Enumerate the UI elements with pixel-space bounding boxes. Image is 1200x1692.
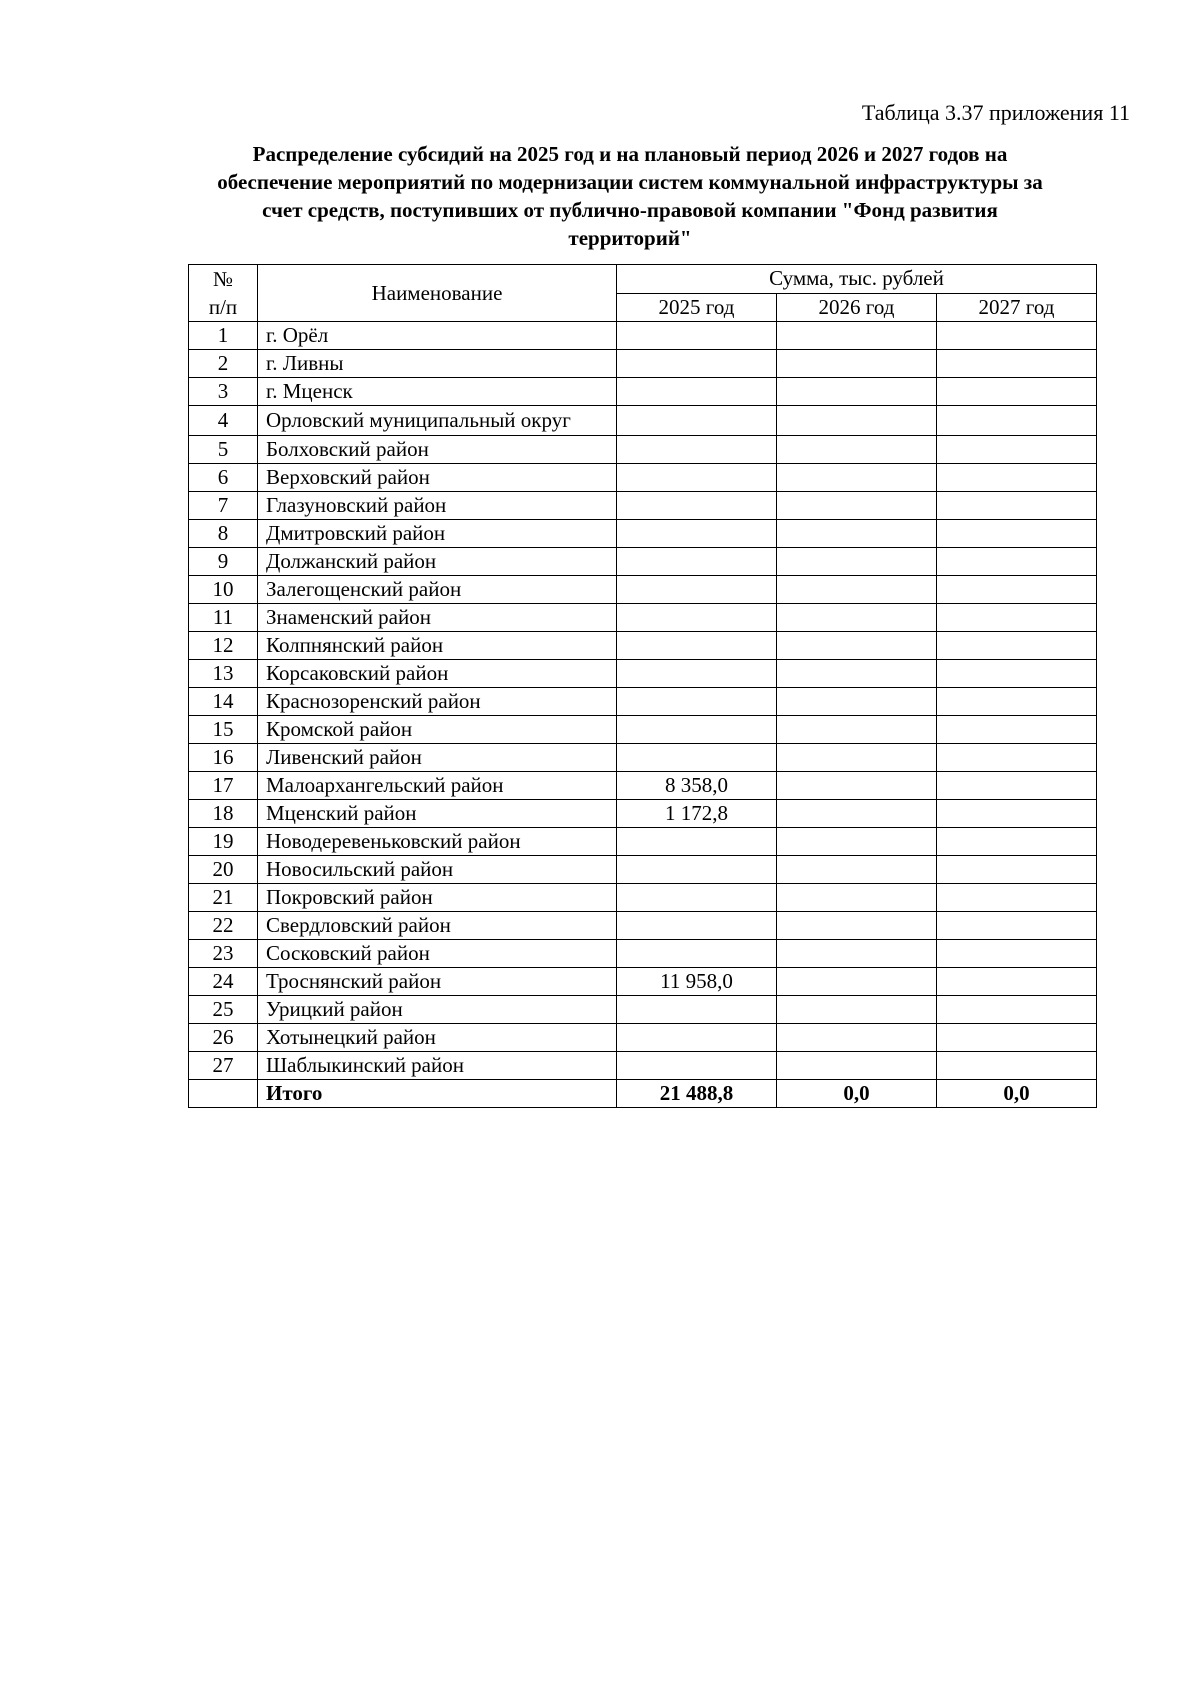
row-value-2026 xyxy=(777,350,937,378)
row-value-2025 xyxy=(617,688,777,716)
row-value-2026 xyxy=(777,492,937,520)
header-name: Наименование xyxy=(258,265,617,322)
row-number: 20 xyxy=(189,856,258,884)
row-value-2027 xyxy=(937,968,1097,996)
table-row xyxy=(189,436,1097,464)
table-row xyxy=(189,884,1097,912)
row-number: 18 xyxy=(189,800,258,828)
row-value-2026 xyxy=(777,520,937,548)
table-row xyxy=(189,322,1097,350)
row-value-2025 xyxy=(617,828,777,856)
row-name: г. Орёл xyxy=(258,322,617,350)
row-number: 17 xyxy=(189,772,258,800)
row-value-2026 xyxy=(777,968,937,996)
table-row xyxy=(189,350,1097,378)
row-name: Шаблыкинский район xyxy=(258,1052,617,1080)
row-name: Колпнянский район xyxy=(258,632,617,660)
row-name: Хотынецкий район xyxy=(258,1024,617,1052)
row-value-2026 xyxy=(777,464,937,492)
table-row xyxy=(189,940,1097,968)
row-name: г. Мценск xyxy=(258,378,617,406)
row-value-2025 xyxy=(617,660,777,688)
table-row xyxy=(189,772,1097,800)
row-value-2025 xyxy=(617,1052,777,1080)
table-row xyxy=(189,1052,1097,1080)
row-value-2025 xyxy=(617,464,777,492)
row-value-2026 xyxy=(777,406,937,436)
row-name: г. Ливны xyxy=(258,350,617,378)
table-row xyxy=(189,1024,1097,1052)
row-value-2026 xyxy=(777,1024,937,1052)
row-name: Покровский район xyxy=(258,884,617,912)
row-value-2026 xyxy=(777,800,937,828)
row-value-2025 xyxy=(617,996,777,1024)
row-name: Малоархангельский район xyxy=(258,772,617,800)
row-value-2025 xyxy=(617,940,777,968)
table-row xyxy=(189,996,1097,1024)
total-number-cell xyxy=(189,1080,258,1108)
row-value-2026 xyxy=(777,884,937,912)
row-number: 24 xyxy=(189,968,258,996)
row-number: 15 xyxy=(189,716,258,744)
row-value-2026 xyxy=(777,660,937,688)
row-value-2027 xyxy=(937,604,1097,632)
row-number: 22 xyxy=(189,912,258,940)
row-value-2027 xyxy=(937,940,1097,968)
row-number: 9 xyxy=(189,548,258,576)
row-value-2025 xyxy=(617,520,777,548)
row-name: Знаменский район xyxy=(258,604,617,632)
row-number: 27 xyxy=(189,1052,258,1080)
row-value-2027 xyxy=(937,406,1097,436)
table-row xyxy=(189,632,1097,660)
row-name: Мценский район xyxy=(258,800,617,828)
row-value-2026 xyxy=(777,576,937,604)
table-row xyxy=(189,800,1097,828)
row-value-2027 xyxy=(937,744,1097,772)
title-line: обеспечение мероприятий по модернизации систем коммунальной инфраструктуры за xyxy=(217,170,1043,194)
row-name: Урицкий район xyxy=(258,996,617,1024)
row-value-2027 xyxy=(937,912,1097,940)
row-value-2025 xyxy=(617,548,777,576)
table-reference: Таблица 3.37 приложения 11 xyxy=(861,100,1130,125)
row-value-2025 xyxy=(617,1024,777,1052)
row-value-2027 xyxy=(937,828,1097,856)
row-number: 14 xyxy=(189,688,258,716)
row-number: 19 xyxy=(189,828,258,856)
row-value-2027 xyxy=(937,660,1097,688)
table-row xyxy=(189,912,1097,940)
row-value-2025 xyxy=(617,436,777,464)
row-name: Дмитровский район xyxy=(258,520,617,548)
table-row xyxy=(189,520,1097,548)
row-value-2027 xyxy=(937,856,1097,884)
row-value-2025 xyxy=(617,378,777,406)
row-value-2027 xyxy=(937,350,1097,378)
row-value-2027 xyxy=(937,996,1097,1024)
row-value-2026 xyxy=(777,996,937,1024)
row-value-2025 xyxy=(617,576,777,604)
row-value-2027 xyxy=(937,716,1097,744)
row-number: 2 xyxy=(189,350,258,378)
row-number: 4 xyxy=(189,406,258,436)
title-line: счет средств, поступивших от публично-правовой компании "Фонд развития xyxy=(262,198,998,222)
row-value-2026 xyxy=(777,856,937,884)
row-value-2025: 1 172,8 xyxy=(617,800,777,828)
row-value-2026 xyxy=(777,322,937,350)
row-value-2025 xyxy=(617,632,777,660)
row-value-2026 xyxy=(777,1052,937,1080)
row-number: 13 xyxy=(189,660,258,688)
row-value-2027 xyxy=(937,520,1097,548)
row-value-2027 xyxy=(937,576,1097,604)
row-value-2025 xyxy=(617,856,777,884)
table-row xyxy=(189,856,1097,884)
table-row xyxy=(189,406,1097,436)
row-value-2025 xyxy=(617,350,777,378)
table-row xyxy=(189,716,1097,744)
table-row xyxy=(189,660,1097,688)
row-number: 8 xyxy=(189,520,258,548)
row-value-2027 xyxy=(937,464,1097,492)
row-number: 21 xyxy=(189,884,258,912)
header-number: № п/п xyxy=(189,265,258,322)
row-number: 7 xyxy=(189,492,258,520)
row-value-2025 xyxy=(617,406,777,436)
title-line: Распределение субсидий на 2025 год и на плановый период 2026 и 2027 годов на xyxy=(252,142,1008,166)
header-sum: Сумма, тыс. рублей xyxy=(617,265,1097,294)
row-number: 3 xyxy=(189,378,258,406)
row-number: 25 xyxy=(189,996,258,1024)
title-line: территорий" xyxy=(568,226,692,250)
row-value-2026 xyxy=(777,688,937,716)
row-value-2027 xyxy=(937,1052,1097,1080)
table-row xyxy=(189,378,1097,406)
row-number: 12 xyxy=(189,632,258,660)
total-label: Итого xyxy=(258,1080,617,1108)
row-value-2026 xyxy=(777,632,937,660)
row-value-2025 xyxy=(617,716,777,744)
row-value-2027 xyxy=(937,378,1097,406)
row-value-2027 xyxy=(937,884,1097,912)
header-year-2025: 2025 год xyxy=(617,293,777,322)
total-row xyxy=(189,1080,1097,1108)
row-name: Верховский район xyxy=(258,464,617,492)
row-value-2025 xyxy=(617,744,777,772)
row-value-2027 xyxy=(937,772,1097,800)
row-value-2027 xyxy=(937,322,1097,350)
header-year-2026: 2026 год xyxy=(777,293,937,322)
row-name: Залегощенский район xyxy=(258,576,617,604)
table-row xyxy=(189,828,1097,856)
row-number: 23 xyxy=(189,940,258,968)
row-name: Орловский муниципальный округ xyxy=(258,406,617,436)
row-value-2026 xyxy=(777,828,937,856)
table-row xyxy=(189,604,1097,632)
total-2026: 0,0 xyxy=(777,1080,937,1108)
table-row xyxy=(189,464,1097,492)
row-name: Кромской район xyxy=(258,716,617,744)
table-row xyxy=(189,968,1097,996)
row-number: 6 xyxy=(189,464,258,492)
row-number: 16 xyxy=(189,744,258,772)
row-value-2027 xyxy=(937,800,1097,828)
row-value-2026 xyxy=(777,436,937,464)
row-number: 5 xyxy=(189,436,258,464)
row-value-2027 xyxy=(937,1024,1097,1052)
row-name: Корсаковский район xyxy=(258,660,617,688)
row-value-2026 xyxy=(777,604,937,632)
row-name: Троснянский район xyxy=(258,968,617,996)
row-value-2027 xyxy=(937,688,1097,716)
row-value-2025 xyxy=(617,884,777,912)
table-row xyxy=(189,744,1097,772)
row-value-2026 xyxy=(777,940,937,968)
row-name: Сосковский район xyxy=(258,940,617,968)
row-value-2025 xyxy=(617,604,777,632)
row-value-2027 xyxy=(937,436,1097,464)
document-title xyxy=(150,140,1110,252)
row-value-2026 xyxy=(777,772,937,800)
row-name: Новодеревеньковский район xyxy=(258,828,617,856)
row-number: 11 xyxy=(189,604,258,632)
subsidy-table xyxy=(188,264,1097,1108)
row-value-2027 xyxy=(937,632,1097,660)
row-number: 10 xyxy=(189,576,258,604)
table-row xyxy=(189,576,1097,604)
total-2025: 21 488,8 xyxy=(617,1080,777,1108)
row-name: Ливенский район xyxy=(258,744,617,772)
row-name: Свердловский район xyxy=(258,912,617,940)
row-number: 1 xyxy=(189,322,258,350)
row-value-2025 xyxy=(617,322,777,350)
row-number: 26 xyxy=(189,1024,258,1052)
row-value-2026 xyxy=(777,744,937,772)
table-row xyxy=(189,492,1097,520)
row-value-2025: 8 358,0 xyxy=(617,772,777,800)
row-value-2026 xyxy=(777,378,937,406)
row-value-2027 xyxy=(937,492,1097,520)
row-value-2027 xyxy=(937,548,1097,576)
row-value-2026 xyxy=(777,912,937,940)
row-name: Новосильский район xyxy=(258,856,617,884)
row-value-2025: 11 958,0 xyxy=(617,968,777,996)
row-name: Краснозоренский район xyxy=(258,688,617,716)
total-2027: 0,0 xyxy=(937,1080,1097,1108)
row-value-2026 xyxy=(777,716,937,744)
table-row xyxy=(189,688,1097,716)
row-name: Глазуновский район xyxy=(258,492,617,520)
table-body xyxy=(189,322,1097,1080)
row-name: Должанский район xyxy=(258,548,617,576)
header-year-2027: 2027 год xyxy=(937,293,1097,322)
row-value-2025 xyxy=(617,912,777,940)
row-value-2025 xyxy=(617,492,777,520)
table-row xyxy=(189,548,1097,576)
row-name: Болховский район xyxy=(258,436,617,464)
row-value-2026 xyxy=(777,548,937,576)
